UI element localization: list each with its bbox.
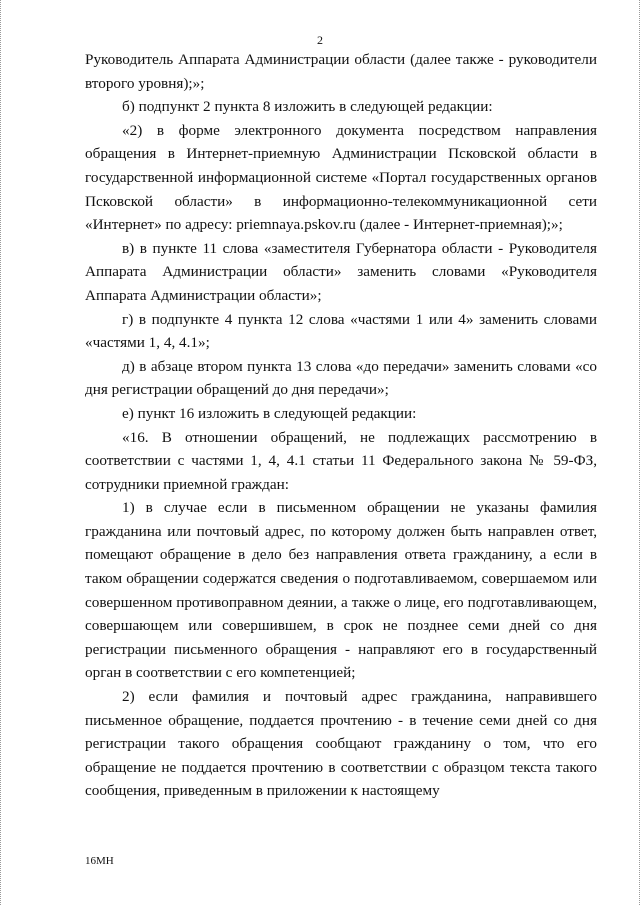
scan-left-edge [0, 0, 4, 905]
document-body [85, 48, 597, 803]
paragraph-16-item-1: 1) в случае если в письменном обращении не указаны фамилия гражданина или почтовый адрес, по которому должен быть направлен ответ, помещают обращение в дело без направления ответа гражданину, а если в таком обращении содержатся сведения о подготавливаемом, совершаемом или совершенном противоправном деянии, а также о лице, его подготавливающем, совершающем или совершившем, в срок не позднее семи дней со дня регистрации письменного обращения - направляют его в государственный орган в соответствии с его компетенцией; [85, 499, 597, 682]
paragraph-continuation: Руководитель Аппарата Администрации области (далее также - руководители второго уровня);»; [85, 51, 597, 92]
page-number: 2 [317, 33, 323, 47]
paragraph-b: б) подпункт 2 пункта 8 изложить в следующей редакции: [122, 98, 493, 116]
paragraph-b-quote: «2) в форме электронного документа посредством направления обращения в Интернет-приемную Администрации Псковской области в государственной информационной системе «Портал государственных органов Псковской области» в информационно-телекоммуникационной сети «Интернет» по адресу: priemnaya.pskov.ru (далее - Интернет-приемная);»; [85, 121, 597, 234]
paragraph-16-item-2: 2) если фамилия и почтовый адрес гражданина, направившего письменное обращение, поддается прочтению - в течение семи дней со дня регистрации такого обращения сообщают гражданину о том, что его обращение не поддается прочтению в соответствии с образцом текста такого сообщения, приведенным в приложении к настоящему [85, 688, 597, 800]
paragraph-e: е) пункт 16 изложить в следующей редакции: [122, 404, 417, 422]
footer-document-code: 16МН [85, 855, 114, 867]
paragraph-d: д) в абзаце втором пункта 13 слова «до передачи» заменить словами «со дня регистрации обращений до дня передачи»; [85, 357, 597, 399]
scan-right-edge [636, 0, 640, 905]
paragraph-16: «16. В отношении обращений, не подлежащих рассмотрению в соответствии с частями 1, 4, 4.1 статьи 11 Федерального закона № 59-ФЗ, сотрудники приемной граждан: [85, 428, 597, 493]
paragraph-v: в) в пункте 11 слова «заместителя Губернатора области - Руководителя Аппарата Администрации области» заменить словами «Руководителя Аппарата Администрации области»; [85, 239, 597, 304]
paragraph-g: г) в подпункте 4 пункта 12 слова «частями 1 или 4» заменить словами «частями 1, 4, 4.1»; [85, 310, 597, 352]
